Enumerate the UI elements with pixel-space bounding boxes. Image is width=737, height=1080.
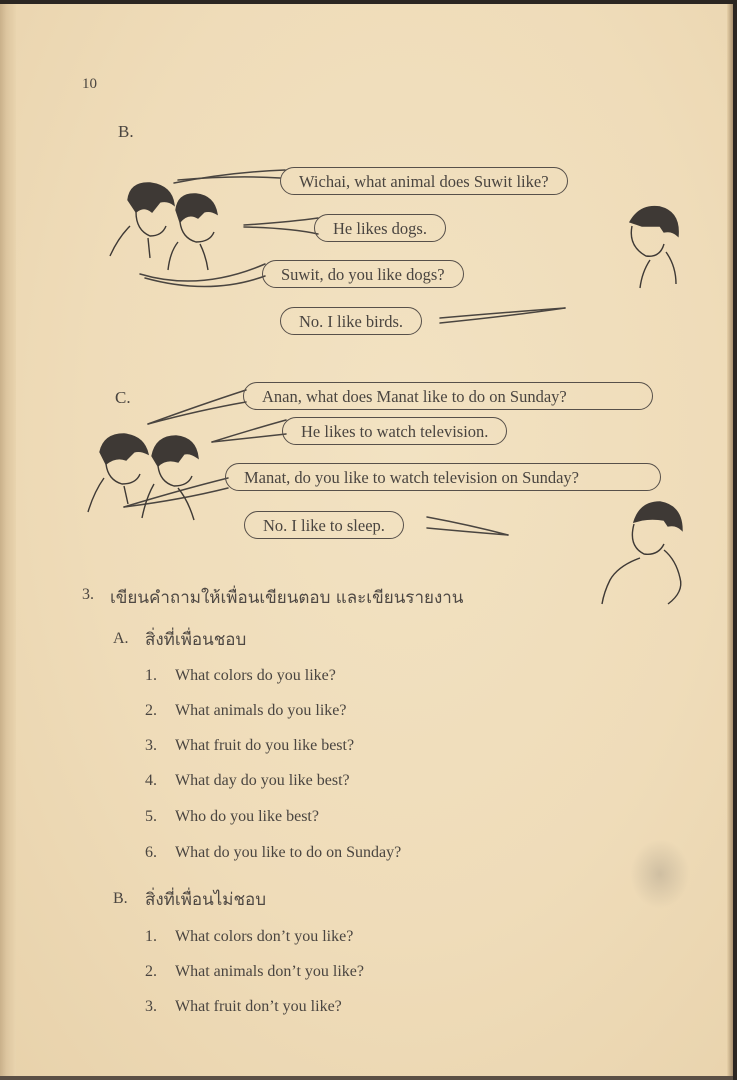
exercise-3-instruction: เขียนคำถามให้เพื่อนเขียนตอบ และเขียนรายงาน — [110, 588, 464, 608]
question-b3: 3. What fruit don’t you like? — [145, 998, 342, 1015]
question-a4: 4. What day do you like best? — [145, 772, 350, 789]
speech-bubble-b3: Suwit, do you like dogs? — [262, 260, 464, 288]
question-b2: 2. What animals don’t you like? — [145, 963, 364, 980]
question-a5: 5. Who do you like best? — [145, 808, 319, 825]
section-b-label: B. — [118, 122, 134, 141]
textbook-page — [0, 4, 733, 1080]
question-a1: 1. What colors do you like? — [145, 667, 336, 684]
question-a6: 6. What do you like to do on Sunday? — [145, 844, 402, 861]
question-b1: 1. What colors don’t you like? — [145, 928, 354, 945]
speech-bubble-c3: Manat, do you like to watch television on Sunday? — [225, 463, 661, 491]
boys-pair-c — [88, 434, 198, 520]
illustrations — [0, 4, 733, 1080]
speech-bubble-c1: Anan, what does Manat like to do on Sunday? — [243, 382, 653, 410]
part-a-title: สิ่งที่เพื่อนชอบ — [145, 630, 247, 650]
part-b-label: B. — [113, 890, 128, 907]
exercise-3-number: 3. — [82, 586, 94, 603]
boy-right-c — [602, 502, 682, 604]
speech-bubble-b4: No. I like birds. — [280, 307, 422, 335]
boys-pair-b — [110, 183, 217, 270]
speech-bubble-c4: No. I like to sleep. — [244, 511, 404, 539]
page-number: 10 — [82, 76, 97, 92]
speech-bubble-b1: Wichai, what animal does Suwit like? — [280, 167, 568, 195]
section-c-label: C. — [115, 388, 131, 407]
question-a3: 3. What fruit do you like best? — [145, 737, 355, 754]
part-a-label: A. — [113, 630, 129, 647]
question-a2: 2. What animals do you like? — [145, 702, 347, 719]
speech-bubble-c2: He likes to watch television. — [282, 417, 507, 445]
boy-right-b — [630, 207, 678, 288]
speech-bubble-b2: He likes dogs. — [314, 214, 446, 242]
part-b-title: สิ่งที่เพื่อนไม่ชอบ — [145, 890, 267, 910]
